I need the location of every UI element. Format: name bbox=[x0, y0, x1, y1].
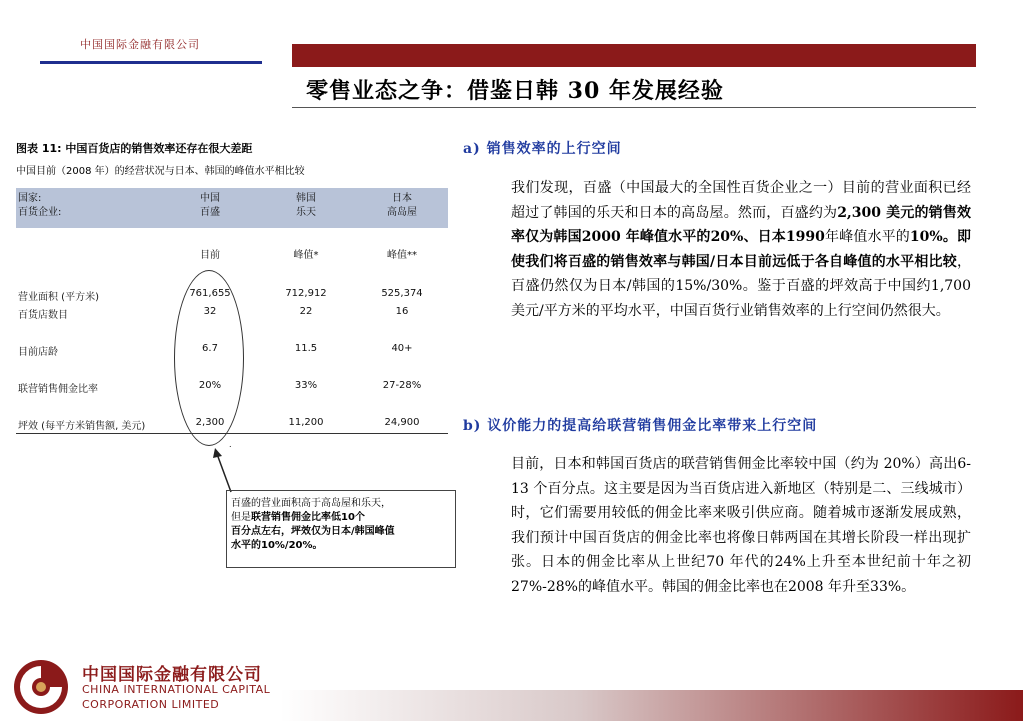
col-company: 高岛屋 bbox=[387, 207, 417, 218]
header-col-japan bbox=[372, 192, 432, 220]
para-text: ，百盛仍然仅为日本/韩国的15%/30%。鉴于百盛的坪效高于中国约1,700 美元/平方米的平均水平，中国百货行业销售效率的上行空间仍然很大。 bbox=[511, 253, 971, 319]
col-company: 乐天 bbox=[296, 207, 316, 218]
company-name-top: 中国国际金融有限公司 bbox=[80, 38, 200, 51]
note-line bbox=[231, 511, 451, 525]
table-cell: 6.7 bbox=[202, 343, 218, 354]
subheader-current: 目前 bbox=[200, 250, 220, 261]
logo-company-en-line2: CORPORATION LIMITED bbox=[82, 698, 220, 711]
row-label: 目前店龄 bbox=[18, 347, 58, 358]
section-a-heading: a) 销售效率的上行空间 bbox=[463, 141, 622, 157]
callout-arrow-icon bbox=[205, 448, 235, 494]
figure-subtitle: 中国目前（2008 年）的经营状况与日本、韩国的峰值水平相比较 bbox=[16, 166, 305, 177]
figure-title: 图表 11: 中国百货店的销售效率还存在很大差距 bbox=[16, 142, 253, 155]
col-company: 百盛 bbox=[200, 207, 220, 218]
subheader-peak-korea: 峰值* bbox=[293, 250, 319, 261]
dot-mark: . bbox=[229, 440, 232, 449]
header-company-label: 百货企业: bbox=[18, 207, 62, 218]
table-cell: 16 bbox=[395, 306, 409, 317]
table-bottom-rule bbox=[16, 433, 448, 434]
table-cell: 32 bbox=[203, 306, 217, 317]
callout-note bbox=[226, 490, 456, 568]
col-country: 韩国 bbox=[296, 193, 316, 204]
row-label: 联营销售佣金比率 bbox=[18, 384, 98, 395]
table-cell: 525,374 bbox=[381, 288, 423, 299]
table-cell: 712,912 bbox=[285, 288, 327, 299]
table-cell: 11.5 bbox=[294, 343, 318, 354]
table-cell: 22 bbox=[299, 306, 313, 317]
row-label: 百货店数目 bbox=[18, 310, 68, 321]
row-label: 坪效 (每平方米销售额, 美元) bbox=[18, 421, 146, 432]
note-bold-text: 联营销售佣金比率低10个 bbox=[251, 512, 365, 523]
table-cell: 40+ bbox=[391, 343, 413, 354]
table-cell: 11,200 bbox=[288, 417, 324, 428]
row-label: 营业面积 (平方米) bbox=[18, 292, 99, 303]
comparison-table-figure bbox=[16, 140, 456, 440]
col-country: 中国 bbox=[200, 193, 220, 204]
table-cell: 33% bbox=[294, 380, 318, 391]
cicc-logo-icon bbox=[12, 658, 70, 716]
subheader-peak-japan: 峰值** bbox=[387, 250, 417, 261]
header-left bbox=[18, 192, 61, 220]
table-cell: 27-28% bbox=[382, 380, 422, 391]
section-b-paragraph: 目前，日本和韩国百货店的联营销售佣金比率较中国（约为 20%）高出6-13 个百分点。这主要是因为当百货店进入新地区（特别是二、三线城市）时，它们需要用较低的佣金比率来吸引供应商。随着城市逐渐发展成熟，我们预计中国百货店的佣金比率也将像日韩两国在其增长阶段一样出现扩张。日本的佣金比率从上世纪70 年代的24%上升至本世纪前十年之初27%-28%的峰值水平。韩国的佣金比率也在2008 年升至33%。 bbox=[511, 456, 971, 595]
highlight-oval bbox=[174, 270, 244, 446]
note-line: 百分点左右，坪效仅为日本/韩国峰值 bbox=[231, 526, 395, 537]
header-col-korea bbox=[276, 192, 336, 220]
note-line: 百盛的营业面积高于高岛屋和乐天， bbox=[231, 498, 391, 509]
note-text: 但是 bbox=[231, 512, 251, 523]
header-country-label: 国家: bbox=[18, 193, 42, 204]
title-bar bbox=[292, 44, 976, 67]
title-rule bbox=[292, 107, 976, 108]
logo-company-cn: 中国国际金融有限公司 bbox=[82, 665, 262, 685]
table-header bbox=[16, 188, 448, 228]
para-bold: 10%。即使我们将百盛的销售效率与韩国/日本目前远低于各自峰值的水平相比较 bbox=[511, 229, 971, 270]
para-text: 年峰值水平的 bbox=[824, 229, 910, 245]
table-cell: 761,655 bbox=[189, 288, 231, 299]
para-bold: 2,300 美元的销售效率仅为韩国2000 年峰值水平的20%、日本1990 bbox=[511, 204, 971, 245]
page-title: 零售业态之争：借鉴日韩 30 年发展经验 bbox=[306, 78, 724, 104]
table-cell: 2,300 bbox=[195, 417, 225, 428]
header-col-china bbox=[180, 192, 240, 220]
section-b-heading: b) 议价能力的提高给联营销售佣金比率带来上行空间 bbox=[463, 418, 818, 434]
table-cell: 24,900 bbox=[384, 417, 420, 428]
note-line: 水平的10%/20%。 bbox=[231, 540, 323, 551]
table-cell: 20% bbox=[198, 380, 222, 391]
section-a-paragraph bbox=[511, 176, 971, 323]
top-rule bbox=[40, 61, 262, 64]
para-text: 我们发现，百盛（中国最大的全国性百货企业之一）目前的营业面积已经超过了韩国的乐天和日本的高岛屋。然而，百盛约为 bbox=[511, 180, 971, 221]
col-country: 日本 bbox=[392, 193, 412, 204]
logo-company-en-line1: CHINA INTERNATIONAL CAPITAL bbox=[82, 683, 271, 696]
footer-bar bbox=[280, 690, 1023, 721]
